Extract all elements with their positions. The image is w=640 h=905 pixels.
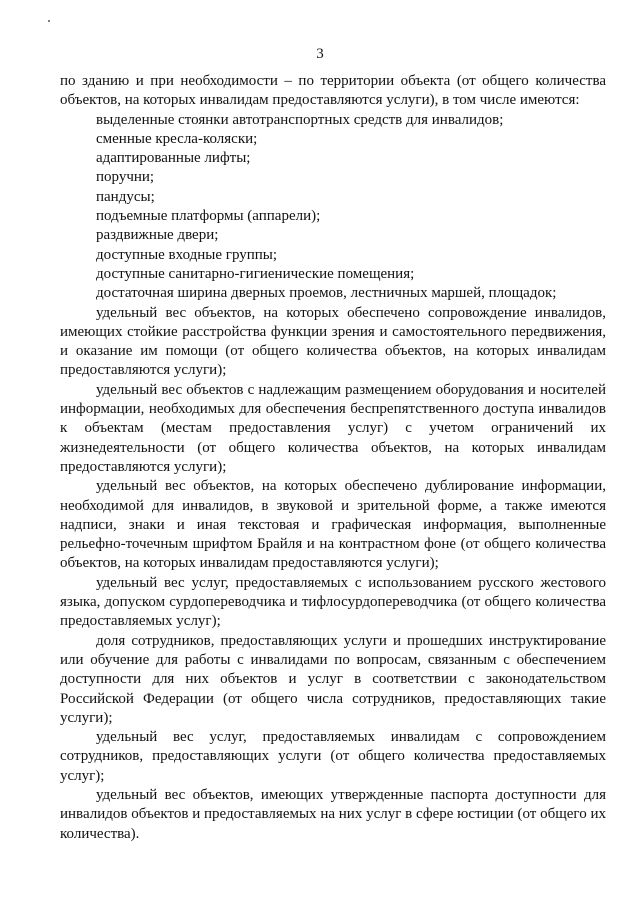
paragraph-continuation: по зданию и при необходимости – по территории объекта (от общего количества объектов, на которых инвалидам предоставляются услуги), в том числе имеются: [60, 73, 606, 109]
list-item-lifts: адаптированные лифты; [96, 150, 251, 167]
paragraph-passports: удельный вес объектов, имеющих утвержденные паспорта доступности для инвалидов объектов и предоставляемых на них услуг в сфере юстиции (от общего их количества). [60, 786, 606, 842]
list-item-platforms: подъемные платформы (аппарели); [96, 208, 321, 225]
list-item-handrails: поручни; [96, 169, 155, 186]
paragraph-braille: удельный вес объектов, на которых обеспечено дублирование информации, необходимой для инвалидов, в звуковой и зрительной форме, а также имеются надписи, знаки и иная текстовая и графическая информация, выполненные рельефно-точечным шрифтом Брайля и на контрастном фоне (от общего количества объектов, на которых инвалидам предоставляются услуги); [60, 478, 606, 572]
paragraph-staff-escort: удельный вес услуг, предоставляемых инвалидам с сопровождением сотрудников, предоставляющих услуги (от общего количества предоставляемых услуг); [60, 729, 606, 784]
scan-speck [48, 20, 50, 22]
paragraph-sign-language: удельный вес услуг, предоставляемых с использованием русского жестового языка, допуском сурдопереводчика и тифлосурдопереводчика (от общего количества предоставляемых услуг); [60, 574, 606, 630]
document-body [60, 72, 606, 844]
list-item-sanitary-rooms: доступные санитарно-гигиенические помещения; [96, 265, 415, 282]
list-item-ramps: пандусы; [96, 188, 155, 205]
list-item-parking: выделенные стоянки автотранспортных средств для инвалидов; [96, 111, 504, 128]
page-number: 3 [316, 46, 324, 62]
paragraph-staff-training: доля сотрудников, предоставляющих услуги и прошедших инструктирование или обучение для работы с инвалидами по вопросам, связанным с обеспечением доступности для них объектов и услуг в соответствии с законодательством Российской Федерации (от общего числа сотрудников, предоставляющих такие услуги); [60, 632, 606, 726]
paragraph-equipment: удельный вес объектов с надлежащим размещением оборудования и носителей информации, необходимых для обеспечения беспрепятственного доступа инвалидов к объектам (местам предоставления услуг) с учетом ограничений их жизнедеятельности (от общего количества объектов, на которых инвалидам предоставляются услуги); [60, 381, 606, 475]
list-item-wheelchairs: сменные кресла-коляски; [96, 130, 258, 147]
list-item-sliding-doors: раздвижные двери; [96, 227, 219, 244]
list-item-entrance-groups: доступные входные группы; [96, 246, 278, 263]
list-item-door-width: достаточная ширина дверных проемов, лестничных маршей, площадок; [96, 285, 557, 302]
paragraph-escort: удельный вес объектов, на которых обеспечено сопровождение инвалидов, имеющих стойкие расстройства функции зрения и самостоятельного передвижения, и оказание им помощи (от общего количества объектов, на которых инвалидам предоставляются услуги); [60, 304, 606, 379]
